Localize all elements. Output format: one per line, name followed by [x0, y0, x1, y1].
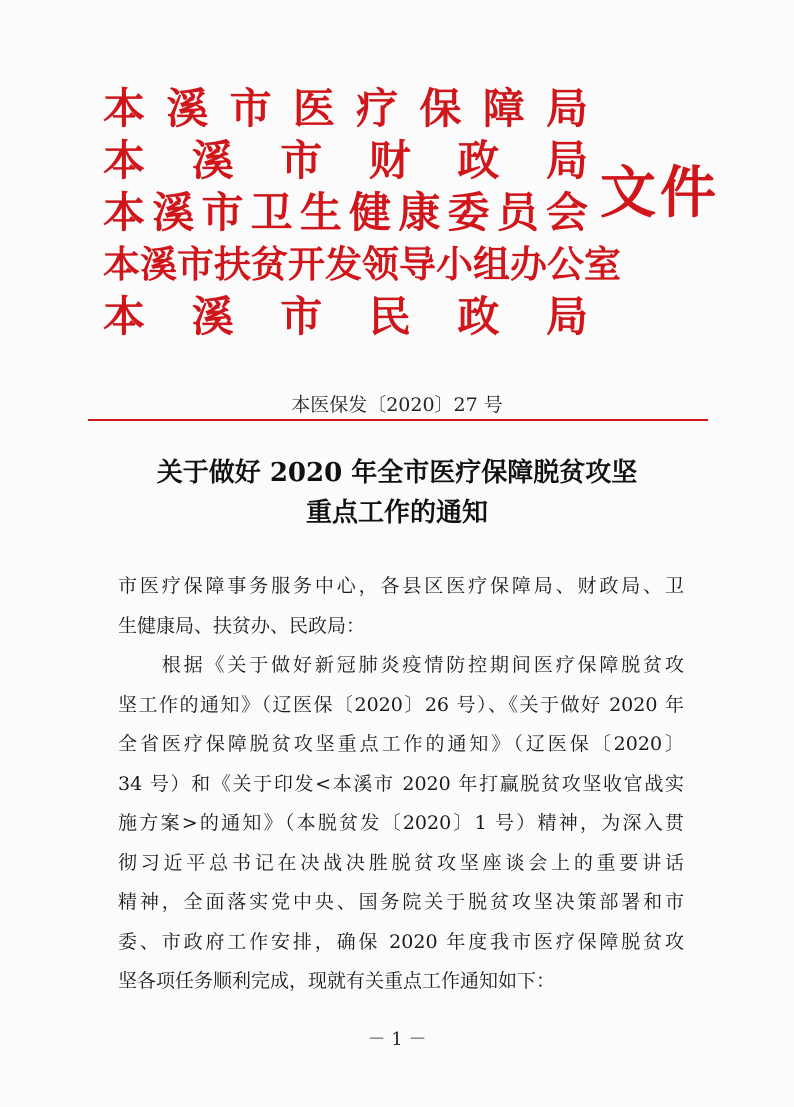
agency-char: 财: [368, 136, 411, 185]
body-paragraph: [118, 646, 684, 1002]
agency-char: 公: [547, 243, 584, 286]
agency-char: 溪: [166, 84, 209, 133]
agency-char: 溪: [140, 243, 177, 286]
agency-char: 本: [103, 136, 146, 185]
agency-line-5: [103, 291, 588, 343]
addressee: [118, 567, 684, 646]
paragraph-line: 彻习近平总书记在决战决胜脱贫攻坚座谈会上的重要讲话: [118, 851, 684, 874]
addressee-line: 生健康局、扶贫办、民政局：: [118, 614, 366, 637]
agency-char: 市: [229, 84, 272, 133]
addressee-line: 市医疗保障事务服务中心，各县区医疗保障局、财政局、卫: [118, 575, 684, 597]
agency-char: 局: [545, 84, 588, 133]
agency-char: 扶: [214, 243, 251, 286]
agency-char: 小: [436, 243, 473, 286]
agency-char: 市: [280, 292, 323, 341]
agency-line-4: [103, 239, 621, 291]
paragraph-line: 施方案>的通知》（本脱贫发〔2020〕1 号）精神，为深入贯: [118, 812, 684, 834]
agency-char: 委: [447, 188, 490, 237]
agency-char: 健: [349, 188, 392, 237]
agency-char: 办: [510, 243, 547, 286]
title-line-2: 重点工作的通知: [305, 498, 488, 528]
agency-char: 保: [419, 84, 462, 133]
agency-char: 本: [103, 188, 146, 237]
paragraph-line: 坚各项任务顺利完成，现就有关重点工作通知如下：: [118, 970, 556, 992]
document-type-label: 文件: [600, 161, 720, 226]
agency-char: 民: [368, 292, 411, 341]
paragraph-line: 精神，全面落实党中央、国务院关于脱贫攻坚决策部署和市: [118, 891, 684, 913]
document-number: 本医保发〔2020〕27 号: [291, 394, 503, 416]
agency-char: 康: [398, 188, 441, 237]
paragraph-line: 坚工作的通知》（辽医保〔2020〕26 号）、《关于做好 2020 年: [118, 693, 684, 716]
agency-char: 开: [288, 243, 325, 286]
agency-char: 局: [545, 292, 588, 341]
agency-char: 溪: [191, 292, 234, 341]
agency-line-1: [103, 83, 588, 135]
agency-char: 室: [584, 243, 621, 286]
agency-char: 本: [103, 84, 146, 133]
paragraph-line: 全省医疗保障脱贫攻坚重点工作的通知》（辽医保〔2020〕: [118, 733, 684, 755]
agency-char: 领: [362, 243, 399, 286]
agency-char: 本: [103, 292, 146, 341]
paragraph-line: 根据《关于做好新冠肺炎疫情防控期间医疗保障脱贫攻: [118, 654, 684, 676]
paragraph-line: 34 号）和《关于印发<本溪市 2020 年打赢脱贫攻坚收官战实: [118, 772, 684, 795]
agency-char: 溪: [152, 188, 195, 237]
agency-char: 贫: [251, 243, 288, 286]
agency-char: 发: [325, 243, 362, 286]
agency-char: 政: [457, 292, 500, 341]
agency-char: 局: [545, 136, 588, 185]
agency-char: 市: [177, 243, 214, 286]
agency-char: 市: [201, 188, 244, 237]
agency-line-3: [103, 187, 588, 239]
agency-char: 政: [457, 136, 500, 185]
title-line-1: 关于做好 2020 年全市医疗保障脱贫攻坚: [156, 458, 638, 488]
agency-char: 医: [292, 84, 335, 133]
agency-char: 生: [299, 188, 342, 237]
agency-char: 溪: [191, 136, 234, 185]
issuing-agencies: [103, 83, 621, 343]
agency-char: 员: [496, 188, 539, 237]
agency-char: 卫: [250, 188, 293, 237]
agency-line-2: [103, 135, 588, 187]
agency-char: 市: [280, 136, 323, 185]
document-body: [118, 567, 684, 1002]
header-divider: [88, 419, 708, 421]
agency-char: 组: [473, 243, 510, 286]
agency-char: 障: [482, 84, 525, 133]
agency-char: 疗: [356, 84, 399, 133]
paragraph-line: 委、市政府工作安排，确保 2020 年度我市医疗保障脱贫攻: [118, 930, 684, 953]
page-number: － 1 －: [367, 1029, 427, 1050]
document-title: [0, 453, 794, 533]
agency-char: 会: [545, 188, 588, 237]
agency-char: 本: [103, 243, 140, 286]
agency-char: 导: [399, 243, 436, 286]
